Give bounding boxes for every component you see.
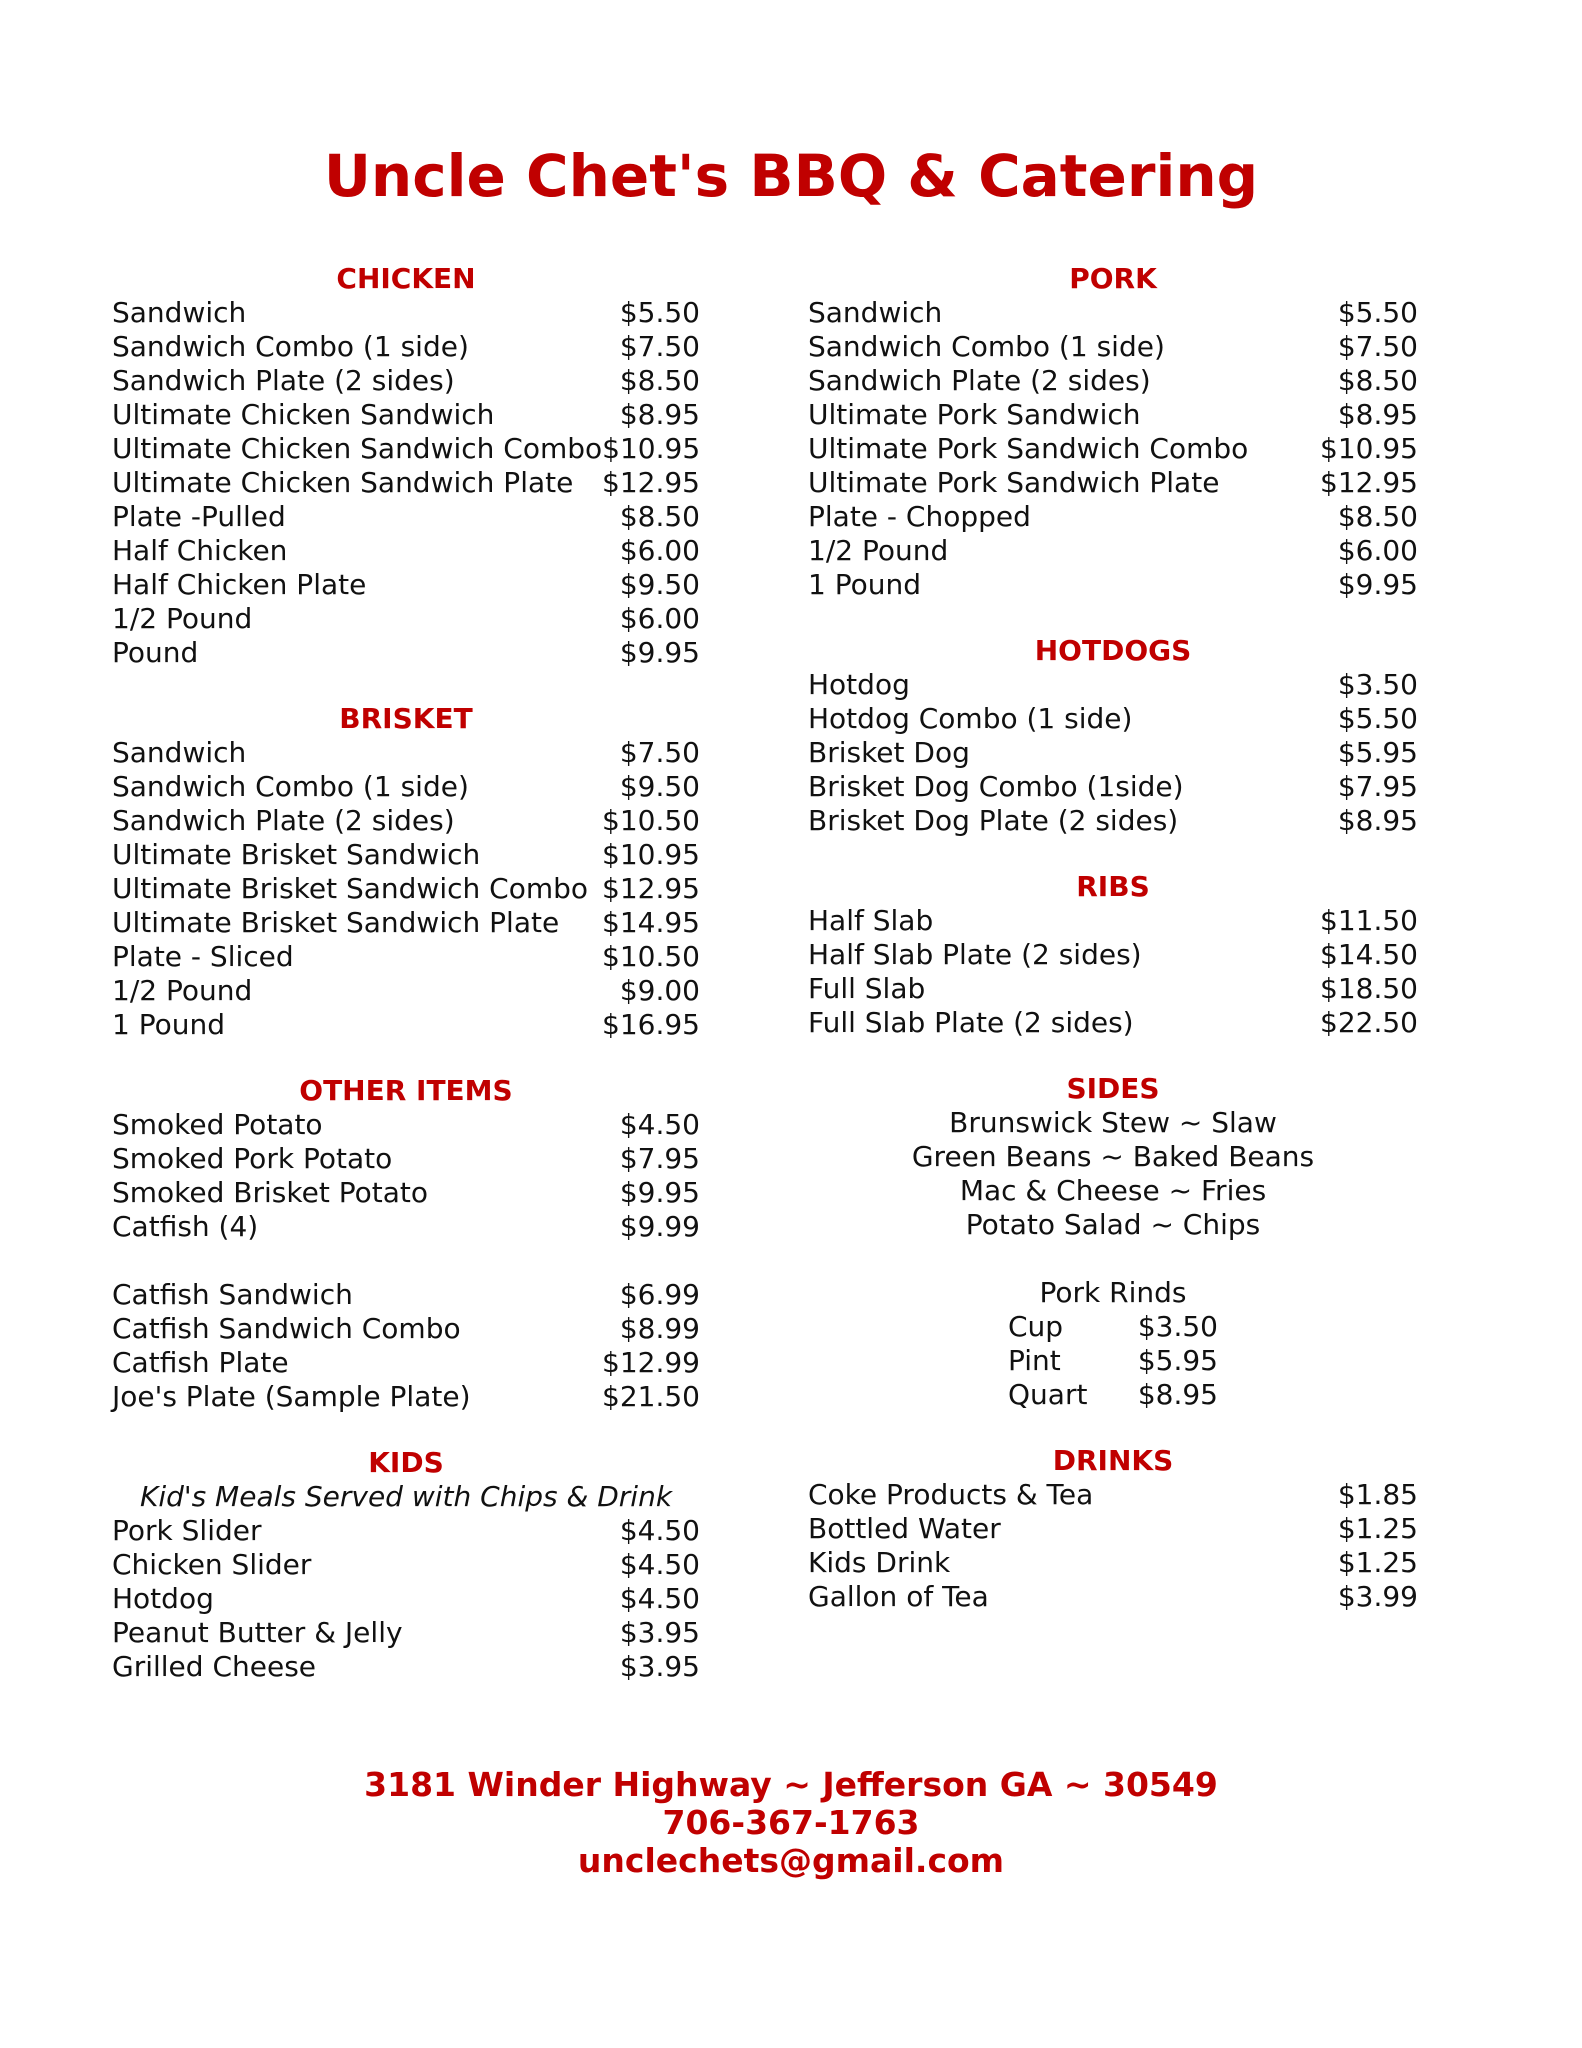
menu-item [808,398,1418,432]
rind-price: $3.50 [1137,1310,1218,1343]
menu-item-name: Full Slab Plate (2 sides) [808,1006,1134,1039]
menu-item [112,568,700,602]
menu-item-price: $10.50 [602,940,700,973]
menu-item-name: Plate - Chopped [808,500,1031,533]
menu-item-price: $18.50 [1320,972,1418,1005]
menu-item-name: Catfish Sandwich Combo [112,1312,461,1345]
menu-item-name: Smoked Brisket Potato [112,1176,428,1209]
menu-item-price: $4.50 [619,1548,700,1581]
menu-item-price: $21.50 [602,1380,700,1413]
menu-item [112,1312,700,1346]
menu-item-price: $8.95 [1337,398,1418,431]
kids-items [112,1514,700,1684]
menu-item [112,398,700,432]
menu-item-name: Sandwich Plate (2 sides) [808,364,1151,397]
menu-item-name: Half Chicken [112,534,288,567]
menu-item-price: $8.50 [619,364,700,397]
menu-item-name: Hotdog Combo (1 side) [808,702,1133,735]
menu-item-name: Catfish (4) [112,1210,259,1243]
drinks-heading: DRINKS [1052,1444,1174,1477]
menu-item-price: $9.99 [619,1210,700,1243]
menu-item-price: $12.95 [1320,466,1418,499]
menu-item [112,736,700,770]
chicken-heading: CHICKEN [336,262,476,295]
menu-item-name: Catfish Plate [112,1346,289,1379]
menu-item-price: $9.50 [619,568,700,601]
menu-item-price: $3.95 [619,1650,700,1683]
menu-item-name: Half Slab [808,904,934,937]
menu-item [112,940,700,974]
menu-item [112,872,700,906]
menu-item-price: $1.85 [1337,1478,1418,1511]
menu-item-name: Plate - Sliced [112,940,294,973]
kids-note: Kid's Meals Served with Chips & Drink [139,1480,673,1513]
menu-item-name: Ultimate Chicken Sandwich Plate [112,466,574,499]
menu-item-price: $3.50 [1337,668,1418,701]
menu-item-name: Ultimate Pork Sandwich Combo [808,432,1249,465]
contact-footer [0,1766,1582,1880]
menu-item [808,736,1418,770]
menu-item-price: $8.50 [1337,364,1418,397]
menu-item-price: $7.95 [619,1142,700,1175]
menu-item-name: Sandwich [112,296,247,329]
menu-item-price: $10.95 [1320,432,1418,465]
sides-section [808,1072,1418,1412]
menu-item-price: $9.50 [619,770,700,803]
kids-section [112,1446,700,1684]
menu-item [808,702,1418,736]
menu-item [112,1278,700,1312]
pork-items [808,296,1418,602]
menu-item-name: 1 Pound [112,1008,225,1041]
phone: 706-367-1763 [662,1803,920,1842]
menu-item-name: Peanut Butter & Jelly [112,1616,403,1649]
menu-item-price: $7.50 [619,736,700,769]
menu-item-name: Sandwich [808,296,943,329]
menu-item [808,770,1418,804]
menu-item-price: $3.99 [1337,1580,1418,1613]
menu-item [808,432,1418,466]
menu-item-name: 1/2 Pound [112,974,253,1007]
menu-item-price: $12.95 [602,872,700,905]
menu-item-name: Full Slab [808,972,926,1005]
brisket-section [112,702,700,1042]
menu-item [112,1008,700,1042]
menu-item-price: $10.95 [602,432,701,465]
menu-item-price: $9.00 [619,974,700,1007]
menu-item-name: Sandwich [112,736,247,769]
pork-section [808,262,1418,602]
right-column [808,262,1418,1614]
menu-item [808,904,1418,938]
rind-size: Quart [1008,1378,1088,1411]
menu-item-name: Brisket Dog Combo (1side) [808,770,1184,803]
menu-item [112,1548,700,1582]
menu-item-name: 1/2 Pound [808,534,949,567]
chicken-section [112,262,700,670]
pork-rinds-row [808,1344,1418,1378]
menu-item-name: Pound [112,636,199,669]
menu-item-name: Ultimate Chicken Sandwich Combo [112,432,603,465]
menu-item-price: $3.95 [619,1616,700,1649]
menu-item [112,534,700,568]
rind-size: Cup [1008,1310,1064,1343]
menu-item-price: $6.00 [619,534,700,567]
menu-item-price: $4.50 [619,1514,700,1547]
drinks-items [808,1478,1418,1614]
menu-item-price: $9.95 [1337,568,1418,601]
menu-item-price: $7.95 [1337,770,1418,803]
hotdogs-section [808,634,1418,838]
menu-item [808,534,1418,568]
sides-heading: SIDES [1066,1072,1160,1105]
menu-item-price: $5.50 [1337,296,1418,329]
menu-item-name: Bottled Water [808,1512,1001,1545]
sides-line: Potato Salad ~ Chips [965,1208,1261,1241]
menu-item-price: $10.50 [602,804,700,837]
menu-item [808,668,1418,702]
menu-item-price: $8.95 [619,398,700,431]
other-items-list [112,1108,700,1244]
sides-line: Green Beans ~ Baked Beans [911,1140,1315,1173]
menu-item-price: $14.50 [1320,938,1418,971]
pork-rinds-row [808,1310,1418,1344]
menu-item [808,938,1418,972]
menu-item [112,636,700,670]
menu-item-price: $16.95 [602,1008,700,1041]
menu-item [808,804,1418,838]
menu-title: Uncle Chet's BBQ & Catering [323,142,1259,210]
sides-line: Brunswick Stew ~ Slaw [949,1106,1277,1139]
menu-item [112,1514,700,1548]
menu-item-price: $22.50 [1320,1006,1418,1039]
menu-item-name: Kids Drink [808,1546,951,1579]
menu-item-name: Joe's Plate (Sample Plate) [112,1380,471,1413]
menu-item-price: $11.50 [1320,904,1418,937]
menu-item [808,466,1418,500]
menu-item [112,364,700,398]
menu-item [112,296,700,330]
menu-item-name: Smoked Pork Potato [112,1142,393,1175]
sides-line: Mac & Cheese ~ Fries [959,1174,1267,1207]
menu-item-price: $5.50 [1337,702,1418,735]
menu-item [808,1006,1418,1040]
left-column [112,262,700,1684]
menu-item-name: Brisket Dog [808,736,970,769]
menu-item-name: Ultimate Pork Sandwich [808,398,1141,431]
menu-item [112,1582,700,1616]
menu-item [808,972,1418,1006]
menu-item-name: Half Slab Plate (2 sides) [808,938,1142,971]
menu-item-price: $7.50 [1337,330,1418,363]
menu-item-name: Catfish Sandwich [112,1278,353,1311]
menu-item-price: $6.00 [619,602,700,635]
menu-item-price: $5.95 [1337,736,1418,769]
menu-item-price: $6.99 [619,1278,700,1311]
menu-item-name: Half Chicken Plate [112,568,367,601]
menu-item-name: Sandwich Plate (2 sides) [112,364,455,397]
menu-item [808,1580,1418,1614]
menu-item-name: Brisket Dog Plate (2 sides) [808,804,1179,837]
menu-item [112,838,700,872]
menu-item-price: $12.95 [602,466,700,499]
menu-item [112,906,700,940]
drinks-section [808,1444,1418,1614]
menu-item-name: Coke Products & Tea [808,1478,1094,1511]
rind-size: Pint [1008,1344,1061,1377]
rind-price: $8.95 [1137,1378,1218,1411]
menu-item [112,974,700,1008]
menu-item-name: Sandwich Combo (1 side) [808,330,1165,363]
menu-item-name: Ultimate Pork Sandwich Plate [808,466,1220,499]
menu-item [808,1478,1418,1512]
menu-item-price: $7.50 [619,330,700,363]
other-items-heading: OTHER ITEMS [299,1074,513,1107]
rind-price: $5.95 [1137,1344,1218,1377]
menu-item-price: $14.95 [602,906,700,939]
pork-rinds-title: Pork Rinds [1039,1276,1187,1309]
ribs-items [808,904,1418,1040]
menu-item [112,500,700,534]
menu-item-price: $1.25 [1337,1512,1418,1545]
menu-item-name: 1/2 Pound [112,602,253,635]
menu-item [112,466,700,500]
menu-item [112,1142,700,1176]
menu-item [808,1546,1418,1580]
menu-item-name: Sandwich Plate (2 sides) [112,804,455,837]
menu-item-name: 1 Pound [808,568,921,601]
menu-item [112,1346,700,1380]
menu-item-name: Ultimate Brisket Sandwich Combo [112,872,589,905]
menu-item-name: Sandwich Combo (1 side) [112,770,469,803]
menu-item-price: $9.95 [619,636,700,669]
hotdogs-heading: HOTDOGS [1034,634,1192,667]
menu-item-name: Pork Slider [112,1514,262,1547]
menu-item-name: Ultimate Brisket Sandwich Plate [112,906,560,939]
menu-item [112,1616,700,1650]
menu-item-name: Sandwich Combo (1 side) [112,330,469,363]
menu-item-price: $4.50 [619,1108,700,1141]
menu-item [112,602,700,636]
pork-rinds-row [808,1378,1418,1412]
menu-item-name: Chicken Slider [112,1548,312,1581]
menu-item [808,296,1418,330]
brisket-heading: BRISKET [339,702,473,735]
other-items-section [112,1074,700,1414]
menu-item-price: $1.25 [1337,1546,1418,1579]
menu-item [112,432,700,466]
menu-item [808,1512,1418,1546]
menu-item-price: $8.50 [619,500,700,533]
menu-item-price: $4.50 [619,1582,700,1615]
menu-item-price: $5.50 [619,296,700,329]
menu-item-price: $8.95 [1337,804,1418,837]
brisket-items [112,736,700,1042]
menu-item [112,1176,700,1210]
menu-item-price: $8.99 [619,1312,700,1345]
menu-item-name: Hotdog [808,668,910,701]
catfish-items-list [112,1278,700,1414]
menu-item [112,330,700,364]
chicken-items [112,296,700,670]
menu-item-name: Ultimate Chicken Sandwich [112,398,495,431]
menu-item-name: Smoked Potato [112,1108,323,1141]
menu-item [808,568,1418,602]
menu-item [112,1650,700,1684]
hotdogs-items [808,668,1418,838]
menu-item-price: $12.99 [602,1346,700,1379]
address: 3181 Winder Highway ~ Jefferson GA ~ 30549 [364,1765,1218,1804]
menu-item-price: $8.50 [1337,500,1418,533]
menu-item-name: Gallon of Tea [808,1580,989,1613]
menu-item-price: $10.95 [602,838,700,871]
menu-item [112,1108,700,1142]
menu-item [112,1380,700,1414]
menu-item-name: Plate -Pulled [112,500,286,533]
menu-item-name: Hotdog [112,1582,214,1615]
kids-heading: KIDS [368,1446,444,1479]
pork-heading: PORK [1069,262,1157,295]
menu-item-name: Ultimate Brisket Sandwich [112,838,481,871]
menu-item-price: $6.00 [1337,534,1418,567]
menu-item [112,1210,700,1244]
menu-item-name: Grilled Cheese [112,1650,317,1683]
menu-item [808,330,1418,364]
ribs-heading: RIBS [1076,870,1150,903]
menu-item [808,500,1418,534]
menu-item-price: $9.95 [619,1176,700,1209]
email: unclechets@gmail.com [577,1841,1005,1880]
menu-item [112,770,700,804]
ribs-section [808,870,1418,1040]
menu-item [808,364,1418,398]
menu-item [112,804,700,838]
